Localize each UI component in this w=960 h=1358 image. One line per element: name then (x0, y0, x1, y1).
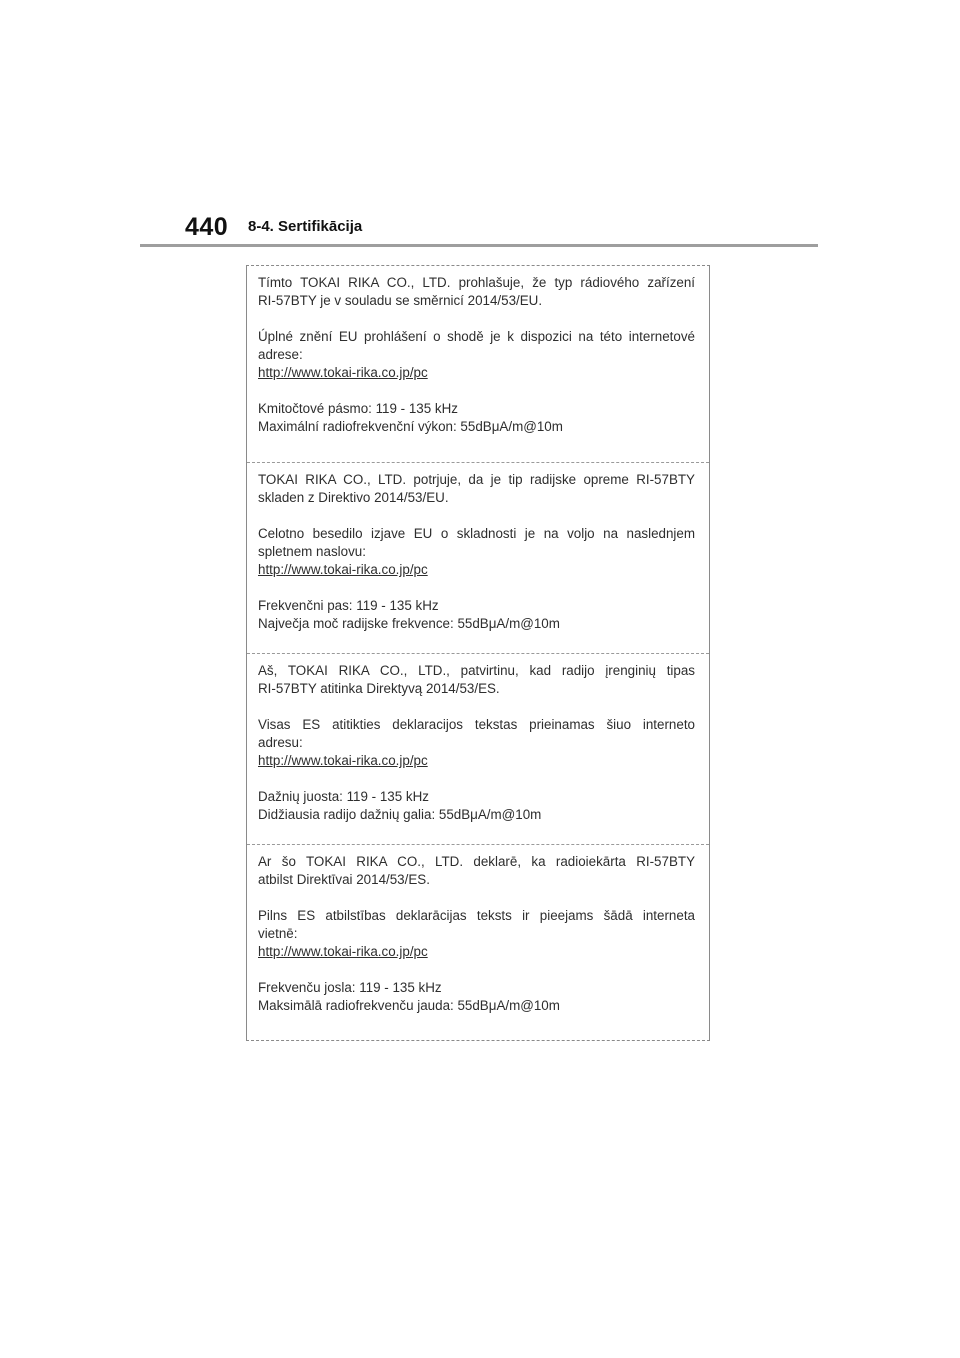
availability-text-line: spletnem naslovu: (258, 544, 366, 559)
page-number: 440 (185, 213, 229, 241)
availability-text-line: Pilns ES atbilstības deklarācijas teksts ir pieejams šādā interneta (258, 908, 695, 923)
declaration-text-line: Ar šo TOKAI RIKA CO., LTD. deklarē, ka radioiekārta RI-57BTY (258, 854, 695, 869)
declaration-text-line: TOKAI RIKA CO., LTD. potrjuje, da je tip radijske opreme RI-57BTY (258, 472, 695, 487)
declaration-section-czech (247, 266, 709, 457)
declaration-text-line: RI-57BTY atitinka Direktyvą 2014/53/ES. (258, 681, 500, 696)
frequency-band-text: Frekvenču josla: 119 - 135 kHz (258, 980, 442, 995)
availability-text-line: Visas ES atitikties deklaracijos tekstas prieinamas šiuo interneto (258, 717, 695, 732)
frequency-band-text: Kmitočtové pásmo: 119 - 135 kHz (258, 401, 458, 416)
declarations-box (246, 265, 710, 1041)
declaration-text-line: skladen z Direktivo 2014/53/EU. (258, 490, 449, 505)
frequency-band-text: Frekvenčni pas: 119 - 135 kHz (258, 598, 439, 613)
declaration-text-line: Tímto TOKAI RIKA CO., LTD. prohlašuje, že typ rádiového zařízení (258, 275, 695, 290)
declaration-url-link[interactable]: http://www.tokai-rika.co.jp/pc (258, 753, 428, 768)
declaration-text-line: atbilst Direktīvai 2014/53/ES. (258, 872, 430, 887)
availability-text-line: vietnē: (258, 926, 298, 941)
max-power-text: Maximální radiofrekvenční výkon: 55dBμA/m@10m (258, 419, 563, 434)
max-power-text: Didžiausia radijo dažnių galia: 55dBμA/m@10m (258, 807, 542, 822)
declaration-text-line: Aš, TOKAI RIKA CO., LTD., patvirtinu, kad radijo įrenginių tipas (258, 663, 695, 678)
availability-text-line: Celotno besedilo izjave EU o skladnosti je na voljo na naslednjem (258, 526, 695, 541)
page-header (0, 0, 960, 250)
frequency-band-text: Dažnių juosta: 119 - 135 kHz (258, 789, 429, 804)
declaration-text-line: RI-57BTY je v souladu se směrnicí 2014/53/EU. (258, 293, 543, 308)
declaration-url-link[interactable]: http://www.tokai-rika.co.jp/pc (258, 562, 428, 577)
declaration-section-latvian (247, 844, 709, 1035)
section-title: 8-4. Sertifikācija (248, 218, 363, 235)
header-divider (140, 244, 818, 247)
declaration-section-lithuanian (247, 653, 709, 844)
availability-text-line: adresu: (258, 735, 303, 750)
max-power-text: Maksimālā radiofrekvenču jauda: 55dBμA/m@10m (258, 998, 560, 1013)
declaration-url-link[interactable]: http://www.tokai-rika.co.jp/pc (258, 944, 428, 959)
max-power-text: Največja moč radijske frekvence: 55dBμA/m@10m (258, 616, 560, 631)
availability-text-line: Úplné znění EU prohlášení o shodě je k dispozici na této internetové (258, 329, 695, 344)
availability-text-line: adrese: (258, 347, 303, 362)
declaration-section-slovenian (247, 462, 709, 653)
declaration-url-link[interactable]: http://www.tokai-rika.co.jp/pc (258, 365, 428, 380)
